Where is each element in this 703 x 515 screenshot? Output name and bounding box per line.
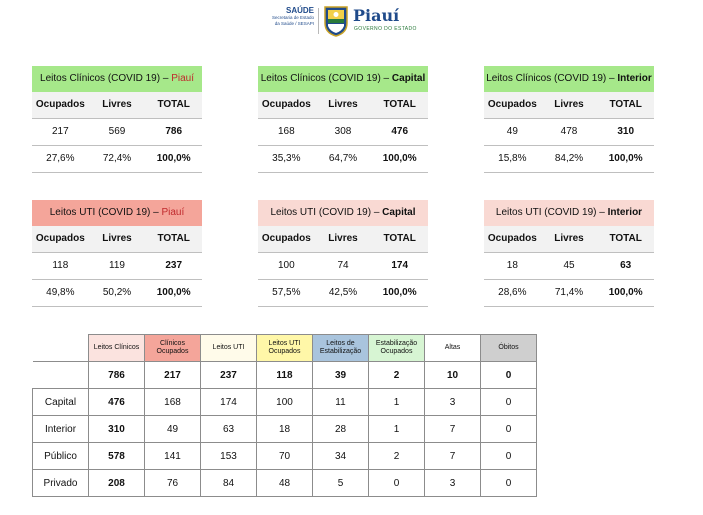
table-cell: 578 — [89, 443, 145, 470]
state-name: Piauí — [353, 6, 400, 25]
card-counts-row — [484, 119, 654, 146]
state-crest-icon — [322, 5, 350, 37]
card-percent-row — [258, 146, 428, 173]
card-clinicos-piaui — [32, 66, 202, 173]
col-livres: Livres — [328, 99, 358, 110]
table-cell: 28 — [313, 416, 369, 443]
pct-livres: 64,7% — [328, 153, 358, 164]
card-title-location: Capital — [382, 207, 416, 218]
count-ocupados: 118 — [52, 260, 69, 271]
card-header — [258, 200, 428, 226]
count-livres: 74 — [337, 260, 349, 271]
card-header — [32, 66, 202, 92]
total-cell: 2 — [369, 362, 425, 389]
total-cell: 0 — [481, 362, 537, 389]
pct-livres: 72,4% — [102, 153, 132, 164]
card-counts-row — [32, 119, 202, 146]
col-total: TOTAL — [157, 233, 190, 244]
secretaria-line-1: Secretaria de Estado — [271, 15, 314, 20]
count-ocupados: 217 — [51, 126, 69, 137]
table-cell: 7 — [425, 443, 481, 470]
card-column-headers — [484, 226, 654, 253]
col-total: TOTAL — [609, 99, 642, 110]
table-cell: 0 — [481, 443, 537, 470]
header-leitos-uti: Leitos UTI — [201, 335, 257, 362]
total-cell: 786 — [89, 362, 145, 389]
row-label: Capital — [33, 389, 89, 416]
card-clinicos-capital — [258, 66, 428, 173]
col-ocupados: Ocupados — [261, 99, 311, 110]
count-total: 174 — [391, 260, 409, 271]
table-cell: 168 — [145, 389, 201, 416]
card-title-location: Interior — [617, 73, 652, 84]
total-cell: 10 — [425, 362, 481, 389]
col-total: TOTAL — [383, 233, 416, 244]
card-column-headers — [258, 226, 428, 253]
table-row — [33, 389, 537, 416]
pct-ocupados: 15,8% — [498, 153, 527, 164]
col-ocupados: Ocupados — [487, 99, 537, 110]
secretaria-line-2: da Saúde / SESAPI — [274, 20, 314, 26]
saude-label — [268, 6, 314, 26]
count-total: 237 — [165, 260, 183, 271]
card-title-prefix: Leitos Clínicos (COVID 19) – — [260, 73, 392, 84]
count-total: 786 — [165, 126, 183, 137]
table-cell: 1 — [369, 389, 425, 416]
table-cell: 1 — [369, 416, 425, 443]
pct-ocupados: 28,6% — [498, 287, 527, 298]
pct-total: 100,0% — [608, 287, 643, 298]
table-row — [33, 416, 537, 443]
count-ocupados: 100 — [277, 260, 295, 271]
count-total: 476 — [391, 126, 409, 137]
card-uti-capital — [258, 200, 428, 307]
government-logo — [268, 4, 418, 38]
card-header — [258, 66, 428, 92]
card-percent-row — [484, 146, 654, 173]
total-cell: 217 — [145, 362, 201, 389]
pct-livres: 84,2% — [554, 153, 584, 164]
card-header — [484, 200, 654, 226]
col-total: TOTAL — [157, 99, 190, 110]
col-ocupados: Ocupados — [261, 233, 311, 244]
card-column-headers — [32, 226, 202, 253]
table-cell: 3 — [425, 470, 481, 497]
table-cell: 0 — [369, 470, 425, 497]
count-livres: 45 — [563, 260, 575, 271]
card-counts-row — [258, 253, 428, 280]
table-cell: 18 — [257, 416, 313, 443]
count-ocupados: 168 — [277, 126, 295, 137]
count-livres: 308 — [334, 126, 352, 137]
card-column-headers — [32, 92, 202, 119]
header-estabilizacao-ocupados: Estabilização Ocupados — [369, 335, 425, 362]
table-cell: 208 — [89, 470, 145, 497]
card-title-location: Piauí — [161, 207, 185, 218]
row-label: Público — [33, 443, 89, 470]
pct-livres: 50,2% — [102, 287, 132, 298]
header-altas: Altas — [425, 335, 481, 362]
blank-cell — [33, 362, 89, 389]
pct-ocupados: 49,8% — [46, 287, 75, 298]
col-livres: Livres — [554, 99, 584, 110]
table-cell: 310 — [89, 416, 145, 443]
col-ocupados: Ocupados — [35, 99, 85, 110]
col-ocupados: Ocupados — [487, 233, 537, 244]
pct-livres: 42,5% — [328, 287, 358, 298]
table-cell: 7 — [425, 416, 481, 443]
table-cell: 3 — [425, 389, 481, 416]
pct-livres: 71,4% — [554, 287, 584, 298]
total-cell: 39 — [313, 362, 369, 389]
table-cell: 0 — [481, 470, 537, 497]
table-cell: 34 — [313, 443, 369, 470]
header-obitos: Óbitos — [481, 335, 537, 362]
count-livres: 569 — [108, 126, 126, 137]
table-row — [33, 470, 537, 497]
summary-table — [32, 334, 537, 497]
card-percent-row — [32, 280, 202, 307]
saude-title: SAÚDE — [285, 6, 314, 15]
pct-total: 100,0% — [156, 287, 191, 298]
logo-divider — [318, 8, 319, 34]
count-total: 63 — [620, 260, 632, 271]
table-cell: 174 — [201, 389, 257, 416]
table-cell: 63 — [201, 416, 257, 443]
col-livres: Livres — [102, 233, 132, 244]
card-title-prefix: Leitos Clínicos (COVID 19) – — [40, 73, 172, 84]
card-title-prefix: Leitos Clínicos (COVID 19) – — [486, 73, 618, 84]
total-cell: 237 — [201, 362, 257, 389]
card-title-location: Piauí — [171, 73, 194, 84]
header-leitos-clinicos: Leitos Clínicos — [89, 335, 145, 362]
pct-ocupados: 57,5% — [272, 287, 301, 298]
count-livres: 119 — [109, 260, 125, 271]
header-clinicos-ocupados: Clínicos Ocupados — [145, 335, 201, 362]
count-total: 310 — [617, 126, 635, 137]
count-ocupados: 18 — [506, 260, 518, 271]
card-title-prefix: Leitos UTI (COVID 19) – — [49, 207, 162, 218]
table-cell: 84 — [201, 470, 257, 497]
table-cell: 0 — [481, 389, 537, 416]
card-counts-row — [484, 253, 654, 280]
pct-ocupados: 27,6% — [46, 153, 75, 164]
col-livres: Livres — [102, 99, 132, 110]
count-ocupados: 49 — [506, 126, 518, 137]
pct-total: 100,0% — [156, 153, 191, 164]
card-column-headers — [484, 92, 654, 119]
card-title-location: Capital — [391, 73, 426, 84]
table-cell: 141 — [145, 443, 201, 470]
col-total: TOTAL — [609, 233, 642, 244]
card-counts-row — [258, 119, 428, 146]
table-cell: 2 — [369, 443, 425, 470]
pct-ocupados: 35,3% — [272, 153, 301, 164]
gov-label: GOVERNO DO ESTADO — [354, 26, 417, 32]
table-cell: 100 — [257, 389, 313, 416]
table-cell: 153 — [201, 443, 257, 470]
card-title-prefix: Leitos UTI (COVID 19) – — [270, 207, 383, 218]
count-livres: 478 — [560, 126, 578, 137]
card-header — [484, 66, 654, 92]
header-leitos-estabilizacao: Leitos de Estabilização — [313, 335, 369, 362]
table-cell: 5 — [313, 470, 369, 497]
col-ocupados: Ocupados — [35, 233, 85, 244]
table-cell: 76 — [145, 470, 201, 497]
table-cell: 476 — [89, 389, 145, 416]
table-cell: 70 — [257, 443, 313, 470]
table-cell: 49 — [145, 416, 201, 443]
card-percent-row — [258, 280, 428, 307]
card-counts-row — [32, 253, 202, 280]
card-percent-row — [484, 280, 654, 307]
row-label: Privado — [33, 470, 89, 497]
pct-total: 100,0% — [608, 153, 643, 164]
card-uti-piaui — [32, 200, 202, 307]
row-label: Interior — [33, 416, 89, 443]
table-cell: 11 — [313, 389, 369, 416]
header-uti-ocupados: Leitos UTI Ocupados — [257, 335, 313, 362]
blank-corner — [33, 335, 89, 362]
card-clinicos-interior — [484, 66, 654, 173]
pct-total: 100,0% — [382, 287, 417, 298]
col-livres: Livres — [554, 233, 584, 244]
pct-total: 100,0% — [382, 153, 417, 164]
summary-header-row — [33, 335, 537, 362]
card-title-location: Interior — [607, 207, 643, 218]
card-column-headers — [258, 92, 428, 119]
card-header — [32, 200, 202, 226]
table-row — [33, 443, 537, 470]
summary-totals-row — [33, 362, 537, 389]
card-title-prefix: Leitos UTI (COVID 19) – — [495, 207, 608, 218]
col-total: TOTAL — [383, 99, 416, 110]
table-cell: 48 — [257, 470, 313, 497]
table-cell: 0 — [481, 416, 537, 443]
col-livres: Livres — [328, 233, 358, 244]
card-percent-row — [32, 146, 202, 173]
total-cell: 118 — [257, 362, 313, 389]
card-uti-interior — [484, 200, 654, 307]
